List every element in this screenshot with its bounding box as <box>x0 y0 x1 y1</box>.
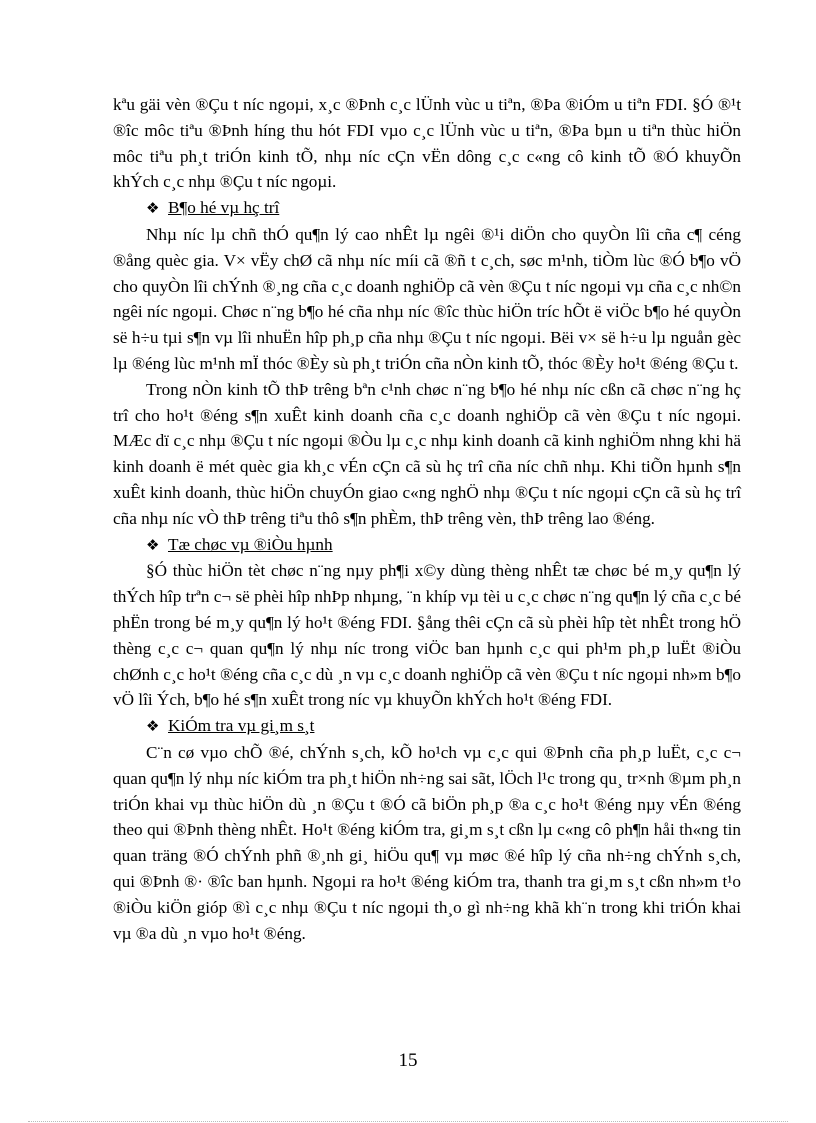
section-heading <box>113 195 741 222</box>
section-heading <box>113 713 741 740</box>
paragraph: kªu gäi vèn ®Çu t níc ngoµi, x¸c ®Þnh c¸c lÜnh vùc u tiªn, ®Þa ®iÓm u tiªn FDI. §Ó ®¹t ®îc môc tiªu ®Þnh híng thu hót FDI vµo c¸c lÜnh vùc u tiªn, ®Þa bµn u tiªn thùc hiÖn môc tiªu ph¸t triÓn kinh tÕ, nhµ níc cÇn vËn dông c¸c c«ng cô kinh tÕ ®Ó khuyÕn khÝch c¸c nhµ ®Çu t níc ngoµi. <box>113 95 741 192</box>
diamond-bullet-icon: ❖ <box>146 717 160 736</box>
diamond-bullet-icon: ❖ <box>146 535 160 554</box>
section-heading-title: KiÓm tra vµ gi¸m s¸t <box>168 716 315 736</box>
paragraph: Nhµ níc lµ chñ thÓ qu¶n lý cao nhÊt lµ ngêi ®¹i diÖn cho quyÒn lîi cña c¶ céng ®ång quèc gia. V× vËy chØ cã nhµ níc míi cã ®ñ t c¸ch, søc m¹nh, tiÒm lùc ®Ó b¶o vÖ cho quyÒn lîi chÝnh ®¸ng cña c¸c doanh nghiÖp cã vèn ®Çu t níc ngoµi vµ cña c¸c nh©n ngêi níc ngoµi. Chøc n¨ng b¶o hé cña nhµ níc ®îc thùc hiÖn tríc hÕt ë viÖc b¶o hé quyÒn së h÷u tµi s¶n vµ lîi nhuËn hîp ph¸p cña nhµ ®Çu t níc ngoµi. Bëi v× së h÷u lµ nguån gèc lµ ®éng lùc m¹nh mÏ thóc ®Èy sù ph¸t triÓn cña nÒn kinh tÕ, thóc ®Èy ho¹t ®éng ®Çu t. <box>113 224 741 373</box>
paragraph: Trong nÒn kinh tÕ thÞ trêng bªn c¹nh chøc n¨ng b¶o hé nhµ níc cßn cã chøc n¨ng hç trî cho ho¹t ®éng s¶n xuÊt kinh doanh cña c¸c doanh nghiÖp cã vèn ®Çu t níc ngoµi. MÆc dï c¸c nhµ ®Çu t níc ngoµi ®Òu lµ c¸c nhµ kinh doanh cã kinh nghiÖm nhng khi hä kinh doanh ë mét quèc gia kh¸c vÉn cÇn cã sù hç trî cña níc chñ nhµ. Khi tiÕn hµnh s¶n xuÊt kinh doanh, thùc hiÖn chuyÓn giao c«ng nghÖ nhµ ®Çu t níc ngoµi cÇn cã sù hç trî cña nhµ níc vÒ thÞ trêng tiªu thô s¶n phÈm, thÞ trêng vèn, thÞ trêng lao ®éng. <box>113 379 741 528</box>
section-heading-title: Tæ chøc vµ ®iÒu hµnh <box>168 534 333 554</box>
section-heading <box>113 532 741 559</box>
paragraph: C¨n cø vµo chÕ ®é, chÝnh s¸ch, kÕ ho¹ch vµ c¸c qui ®Þnh cña ph¸p luËt, c¸c c¬ quan qu¶n lý nhµ níc kiÓm tra ph¸t hiÖn nh÷ng sai sãt, lÖch l¹c trong qu¸ tr×nh ®µm ph¸n triÓn khai vµ thùc hiÖn dù ¸n ®Çu t ®Ó cã biÖn ph¸p ®a c¸c ho¹t ®éng nµy vÉn ®éng theo qui ®Þnh thèng nhÊt. Ho¹t ®éng kiÓm tra, gi¸m s¸t cßn lµ c«ng cô ph¶n håi th«ng tin quan träng ®Ó chÝnh phñ ®¸nh gi¸ hiÖu qu¶ vµ møc ®é hîp lý cña nh÷ng chÝnh s¸ch, qui ®Þnh ®· ®îc ban hµnh. Ngoµi ra ho¹t ®éng kiÓm tra, thanh tra gi¸m s¸t cßn nh»m t¹o ®iÒu kiÖn gióp ®ì c¸c nhµ ®Çu t níc ngoµi th¸o gì nh÷ng khã kh¨n trong khi triÓn khai vµ ®a dù ¸n vµo ho¹t ®éng. <box>113 742 741 943</box>
paragraph: §Ó thùc hiÖn tèt chøc n¨ng nµy ph¶i x©y dùng thèng nhÊt tæ chøc bé m¸y qu¶n lý thÝch hîp trªn c¬ së phèi hîp nhÞp nhµng, ¨n khíp vµ tèi u c¸c chøc n¨ng qu¶n lý cña c¸c bé phËn trong bé m¸y qu¶n lý ho¹t ®éng FDI. §ång thêi cÇn cã sù phèi hîp tèt nhÊt trong hÖ thèng c¸c c¬ quan qu¶n lý nhµ níc trong viÖc ban hµnh c¸c qui ph¹m ph¸p luËt ®iÒu chØnh c¸c ho¹t ®éng cña c¸c dù ¸n vµ c¸c doanh nghiÖp cã vèn ®Çu t níc ngoµi nh»m b¶o vÖ lîi Ých, b¶o hé s¶n xuÊt trong níc vµ khuyÕn khÝch ho¹t ®éng FDI. <box>113 561 741 710</box>
page-bottom-divider <box>28 1121 788 1122</box>
document-body <box>113 92 741 946</box>
diamond-bullet-icon: ❖ <box>146 199 160 218</box>
section-heading-title: B¶o hé vµ hç trî <box>168 198 280 218</box>
page-number: 15 <box>398 1050 418 1071</box>
